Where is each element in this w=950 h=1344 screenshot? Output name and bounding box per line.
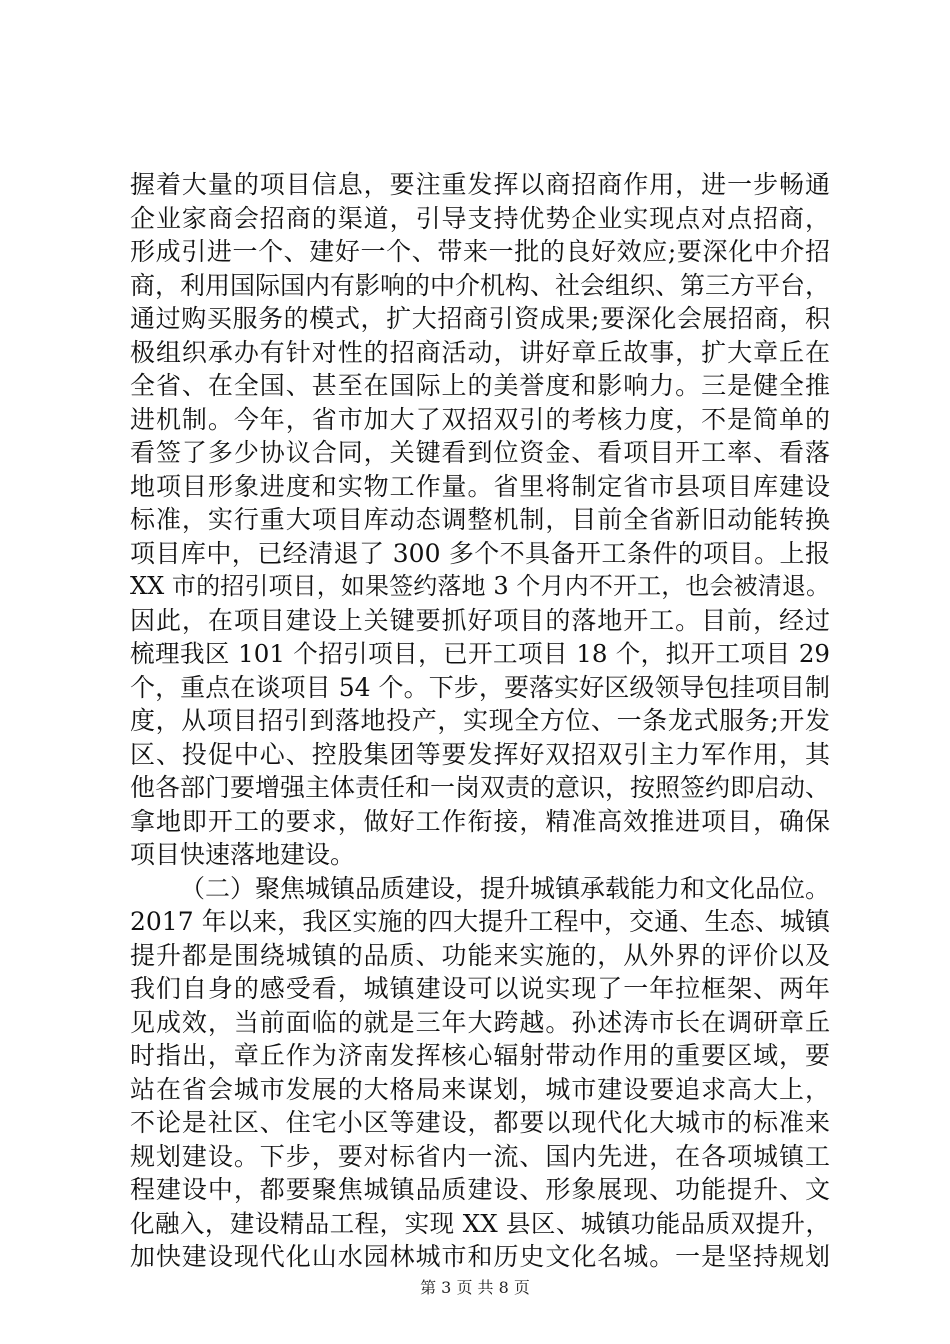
text-line: 拿地即开工的要求，做好工作衔接，精准高效推进项目，确保 (130, 806, 830, 836)
text-line: 他各部门要增强主体责任和一岗双责的意识，按照签约即启动、 (130, 773, 830, 802)
text-line: 握着大量的项目信息，要注重发挥以商招商作用，进一步畅通 (130, 170, 830, 199)
text-line: 提升都是围绕城镇的品质、功能来实施的，从外界的评价以及 (130, 940, 830, 970)
text-line: 区、投促中心、控股集团等要发挥好双招双引主力军作用，其 (130, 739, 830, 769)
text-line: 全省、在全国、甚至在国际上的美誉度和影响力。三是健全推 (130, 371, 830, 400)
text-line: 看签了多少协议合同，关键看到位资金、看项目开工率、看落 (130, 438, 830, 467)
document-body (130, 168, 830, 1274)
text-line: XX 市的招引项目，如果签约落地 3 个月内不开工，也会被清退。 (130, 572, 830, 600)
text-line: 个，重点在谈项目 54 个。下步，要落实好区级领导包挂项目制 (130, 672, 830, 702)
text-line: 我们自身的感受看，城镇建设可以说实现了一年拉框架、两年 (130, 974, 830, 1003)
text-line: 规划建设。下步，要对标省内一流、国内先进，在各项城镇工 (130, 1141, 830, 1171)
text-line: 见成效，当前面临的就是三年大跨越。孙述涛市长在调研章丘 (130, 1007, 830, 1037)
text-line: 地项目形象进度和实物工作量。省里将制定省市县项目库建设 (130, 471, 830, 501)
text-line: 梳理我区 101 个招引项目，已开工项目 18 个，拟开工项目 29 (130, 639, 830, 668)
text-line: 时指出，章丘作为济南发挥核心辐射带动作用的重要区域，要 (130, 1041, 830, 1070)
page-number-footer: 第 3 页 共 8 页 (420, 1278, 530, 1297)
text-line: 进机制。今年，省市加大了双招双引的考核力度，不是简单的 (130, 404, 830, 434)
text-line: 程建设中，都要聚焦城镇品质建设、形象展现、功能提升、文 (130, 1175, 830, 1204)
paragraph-end-line: 项目快速落地建设。 (130, 840, 356, 869)
text-line: 标准，实行重大项目库动态调整机制，目前全省新旧动能转换 (130, 505, 830, 534)
text-line: 通过购买服务的模式，扩大招商引资成果;要深化会展招商，积 (130, 304, 830, 333)
text-line: 2017 年以来，我区实施的四大提升工程中，交通、生态、城镇 (130, 907, 830, 936)
text-line: 因此，在项目建设上关键要抓好项目的落地开工。目前，经过 (130, 605, 830, 635)
text-line: 企业家商会招商的渠道，引导支持优势企业实现点对点招商， (130, 203, 830, 233)
text-line: 极组织承办有针对性的招商活动，讲好章丘故事，扩大章丘在 (130, 337, 830, 367)
text-line: 度，从项目招引到落地投产，实现全方位、一条龙式服务;开发 (130, 706, 830, 735)
text-line: 站在省会城市发展的大格局来谋划，城市建设要追求高大上， (130, 1074, 830, 1104)
section-heading-line: （二）聚焦城镇品质建设，提升城镇承载能力和文化品位。 (180, 873, 830, 903)
text-line: 不论是社区、住宅小区等建设，都要以现代化大城市的标准来 (130, 1108, 830, 1137)
text-line: 形成引进一个、建好一个、带来一批的良好效应;要深化中介招 (130, 237, 830, 266)
text-line: 项目库中，已经清退了 300 多个不具备开工条件的项目。上报 (130, 538, 830, 568)
text-line: 化融入，建设精品工程，实现 XX 县区、城镇功能品质双提升， (130, 1208, 830, 1238)
text-line: 商，利用国际国内有影响的中介机构、社会组织、第三方平台， (130, 270, 830, 300)
text-line: 加快建设现代化山水园林城市和历史文化名城。一是坚持规划 (130, 1242, 830, 1271)
